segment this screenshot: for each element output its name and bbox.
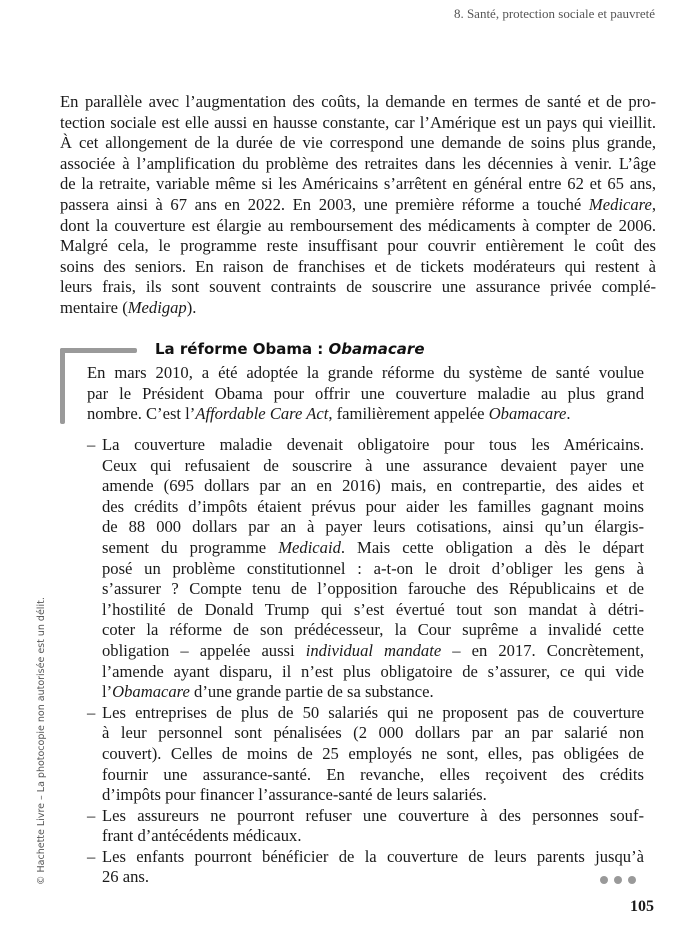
bullet-item — [87, 703, 644, 806]
dot — [628, 876, 636, 884]
box-title — [155, 340, 425, 358]
text-line — [102, 620, 644, 641]
italic-text: Medicaid — [278, 537, 341, 557]
text-segment: passera ainsi à 67 ans en 2022. En 2003, une première réforme a touché — [60, 194, 589, 214]
text-line — [60, 236, 656, 257]
text-line — [102, 600, 644, 621]
box-bullet-list — [87, 435, 644, 888]
text-segment: d’une grande partie de sa substance. — [189, 682, 434, 702]
text-line — [102, 517, 644, 538]
text-segment: En parallèle avec l’augmentation des coûts, la demande en termes de santé et de pro- — [60, 92, 656, 111]
text-segment: Ceux qui refusaient de souscrire à une assurance devaient payer une — [102, 455, 644, 475]
text-segment: d’impôts pour financer l’assurance-santé de leurs salariés. — [102, 785, 487, 805]
text-segment: , familièrement appelée — [328, 404, 489, 424]
text-line — [60, 174, 656, 195]
text-line — [102, 476, 644, 497]
text-line — [60, 277, 656, 298]
text-segment: En mars 2010, a été adoptée la grande réforme du système de santé voulue — [87, 363, 644, 382]
text-line — [60, 133, 656, 154]
text-line — [102, 682, 644, 703]
text-segment: à leur personnel sont pénalisées (2 000 dollars par an par salarié non — [102, 723, 644, 743]
text-segment: 26 ans. — [102, 867, 150, 887]
text-line — [102, 435, 644, 456]
text-line — [102, 559, 644, 580]
body-paragraph — [60, 92, 656, 319]
text-segment: . Mais cette obligation a dès le départ — [340, 537, 644, 557]
text-segment: couvert). Celles de moins de 25 employés ne sont, elles, pas obligées de — [102, 743, 644, 763]
text-segment: dont la couverture est élargie au remboursement des médicaments à compter de 2006. — [60, 215, 656, 235]
bullet-dash: – — [87, 805, 96, 825]
text-segment: Les entreprises de plus de 50 salariés qui ne proposent pas de couverture — [102, 702, 644, 722]
box-bracket-horizontal — [60, 348, 137, 353]
text-segment: amende (695 dollars par an en 2016) mais, en contrepartie, des aides et — [102, 476, 644, 496]
text-line — [87, 404, 644, 425]
text-segment: associée à l’amplification du problème des retraites dans les décennies à venir. L’âge — [60, 153, 656, 173]
dot — [614, 876, 622, 884]
text-segment: l’ — [102, 682, 113, 702]
text-line — [102, 456, 644, 477]
text-line — [60, 195, 656, 216]
italic-text: Obamacare — [488, 404, 567, 424]
text-line — [102, 867, 644, 888]
text-line — [102, 744, 644, 765]
dot — [600, 876, 608, 884]
text-segment: mentaire ( — [60, 297, 128, 317]
text-segment: . — [566, 404, 571, 424]
text-segment: l’amende ayant disparu, il n’est plus obligatoire de s’assurer, ce qui vide — [102, 661, 644, 681]
text-line — [60, 216, 656, 237]
text-line — [102, 703, 644, 724]
italic-text: Medicare — [588, 194, 652, 214]
text-segment: fournir une assurance-santé. En revanche, elles reçoivent des crédits — [102, 764, 644, 784]
text-line — [102, 847, 644, 868]
text-line — [87, 363, 644, 384]
copyright-notice: © Hachette Livre – La photocopie non autorisée est un délit. — [36, 597, 47, 885]
page-number: 105 — [630, 898, 654, 915]
text-line — [102, 723, 644, 744]
text-line — [60, 113, 656, 134]
text-line — [102, 579, 644, 600]
text-segment: par le Président Obama pour offrir une couverture maladie au plus grand — [87, 383, 644, 403]
text-segment: La couverture maladie devenait obligatoire pour tous les Américains. — [102, 435, 644, 454]
text-line — [87, 384, 644, 405]
text-line — [60, 257, 656, 278]
text-segment: de la retraite, variable même si les Américains s’arrêtent en général entre 62 et 65 ans, — [60, 174, 656, 194]
text-line — [102, 641, 644, 662]
text-segment: Malgré cela, le programme reste insuffisant pour couvrir entièrement le coût des — [60, 236, 656, 256]
text-segment: – en 2017. Concrètement, — [441, 640, 644, 660]
text-segment: frant d’antécédents médicaux. — [102, 826, 302, 846]
text-line — [60, 92, 656, 113]
bullet-item — [87, 435, 644, 703]
text-line — [102, 662, 644, 683]
text-segment: coter la réforme de son prédécesseur, la Cour suprême a invalidé cette — [102, 620, 644, 640]
text-line — [102, 806, 644, 827]
box-intro — [87, 363, 644, 425]
text-segment: Les enfants pourront bénéficier de la couverture de leurs parents jusqu’à — [102, 846, 644, 866]
text-segment: Les assureurs ne pourront refuser une couverture à des personnes souf- — [102, 805, 644, 825]
bullet-item — [87, 806, 644, 847]
text-segment: s’assurer ? Compte tenu de l’opposition farouche des Républicains et de — [102, 579, 644, 599]
text-segment: tection sociale est elle aussi en hausse constante, car l’Amérique est un pays qui vieillit. — [60, 112, 656, 132]
text-segment: nombre. C’est l’ — [87, 404, 196, 424]
running-header: 8. Santé, protection sociale et pauvreté — [453, 6, 655, 21]
italic-text: Affordable Care Act — [195, 404, 329, 424]
text-line — [102, 538, 644, 559]
bullet-dash: – — [87, 702, 96, 722]
bullet-item — [87, 847, 644, 888]
text-segment: ). — [186, 297, 197, 317]
text-segment: sement du programme — [102, 537, 279, 557]
text-segment: soins des seniors. En raison de franchises et de tickets modérateurs qui restent à — [60, 256, 656, 276]
text-line — [102, 785, 644, 806]
italic-text: individual mandate — [305, 640, 442, 660]
bullet-dash: – — [87, 846, 96, 866]
text-line — [102, 765, 644, 786]
box-title-italic: Obamacare — [328, 340, 425, 358]
continued-dots-icon — [600, 876, 636, 884]
text-segment: leurs frais, ils sont souvent contraints de souscrire une assurance privée complé- — [60, 277, 656, 297]
text-segment: , — [651, 194, 656, 214]
text-line — [102, 826, 644, 847]
box-title-text: La réforme Obama : — [155, 340, 329, 358]
text-segment: obligation – appelée aussi — [102, 640, 306, 660]
text-line — [60, 154, 656, 175]
italic-text: Medigap — [127, 297, 187, 317]
text-segment: À cet allongement de la durée de vie correspond une demande de soins plus grande, — [60, 133, 656, 153]
text-line — [102, 497, 644, 518]
italic-text: Obamacare — [112, 682, 190, 702]
box-bracket-vertical — [60, 348, 65, 424]
text-segment: l’hostilité de Donald Trump qui s’est évertué tout son mandat à détri- — [102, 599, 644, 619]
text-line — [60, 298, 656, 319]
text-segment: des crédits d’impôts étaient prévus pour aider les familles gagnant moins — [102, 496, 644, 516]
text-segment: posé un problème constitutionnel : a-t-on le droit d’obliger les gens à — [102, 558, 644, 578]
text-segment: de 88 000 dollars par an à payer leurs cotisations, ainsi qu’un élargis- — [102, 517, 644, 537]
bullet-dash: – — [87, 435, 96, 454]
